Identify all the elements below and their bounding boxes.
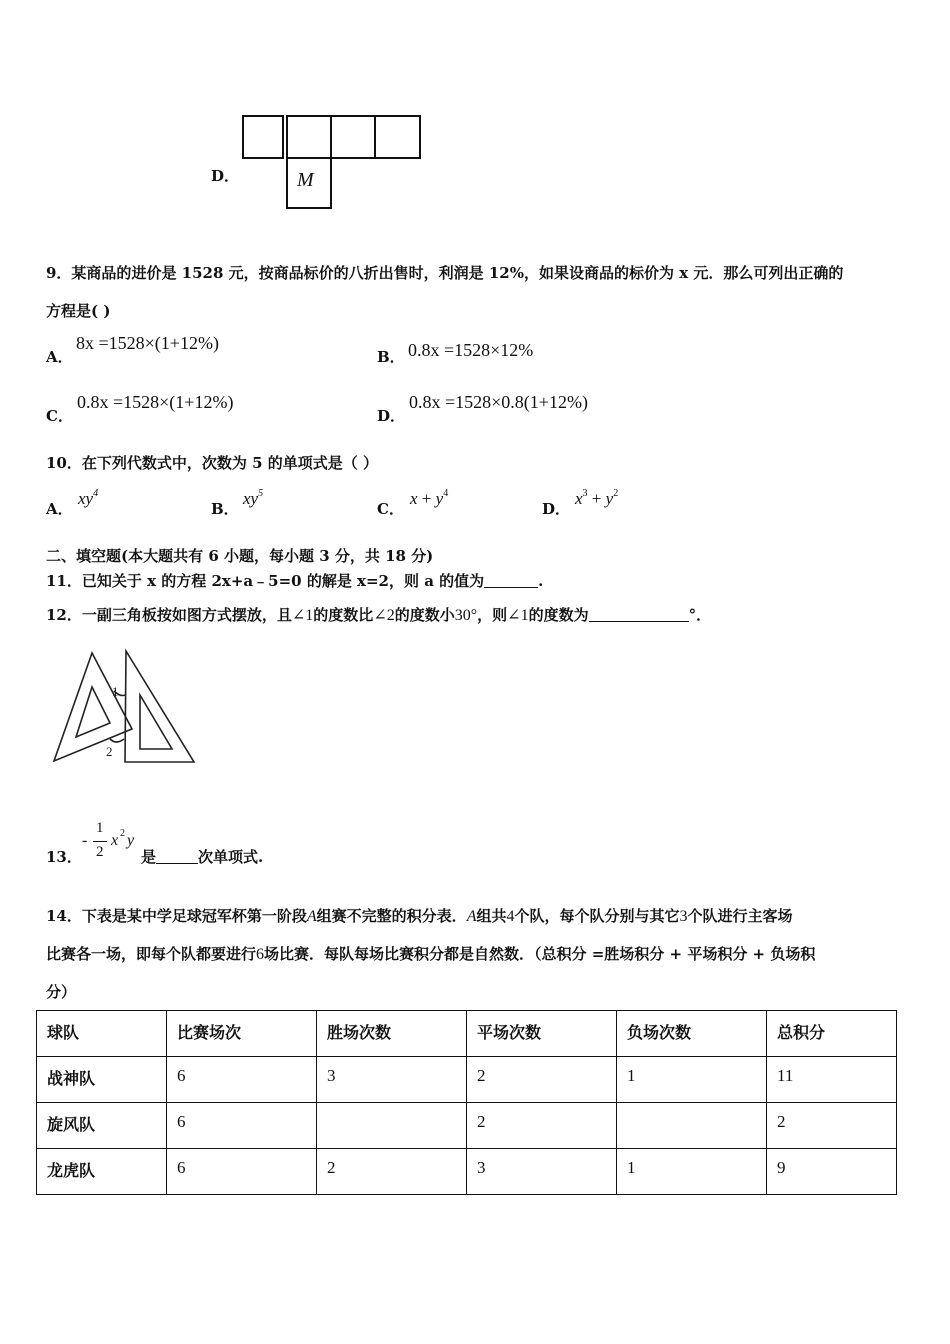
left-triangle-inner <box>76 687 110 737</box>
table-row <box>37 1057 897 1103</box>
q13-expression: - 1 2 x 2 y <box>82 820 135 860</box>
table-header-cell: 平场次数 <box>467 1011 617 1057</box>
angle-1-label: 1 <box>112 684 119 699</box>
table-cell <box>617 1103 767 1149</box>
q12-answer-blank[interactable] <box>589 607 689 622</box>
q9-option-a-expr: 8x =1528×(1+12%) <box>76 333 219 353</box>
table-header-cell: 比赛场次 <box>167 1011 317 1057</box>
q12-stem: 12．一副三角板按如图方式摆放，且∠1的度数比∠2的度数小30°，则∠1的度数为 °． <box>46 606 712 624</box>
q13-answer-blank[interactable] <box>156 849 198 864</box>
q9-option-c-label: C． <box>46 407 73 425</box>
left-triangle-outer <box>54 653 132 761</box>
cell-letter-m: M <box>297 169 314 191</box>
q10-stem: 10．在下列代数式中，次数为 5 的单项式是（ ） <box>46 454 378 472</box>
angle-2-label: 2 <box>106 744 113 759</box>
q9-option-d-expr: 0.8x =1528×0.8(1+12%) <box>409 392 588 412</box>
triangle-rulers-figure <box>48 645 203 770</box>
q9-option-b-label: B． <box>377 348 405 366</box>
right-triangle-outer <box>125 651 194 762</box>
score-table <box>36 1010 897 1195</box>
q10-option-d-label: D． <box>542 500 571 518</box>
net-diagram <box>242 115 422 211</box>
table-header-cell: 负场次数 <box>617 1011 767 1057</box>
table-cell: 6 <box>167 1103 317 1149</box>
q10-option-c-label: C． <box>377 500 404 518</box>
q8-option-d-label: D． <box>211 167 240 185</box>
q9-stem-line2: 方程是( ) <box>46 302 111 320</box>
table-cell: 2 <box>467 1103 617 1149</box>
table-cell: 3 <box>467 1149 617 1195</box>
table-cell: 2 <box>467 1057 617 1103</box>
q14-stem-line3: 分） <box>46 983 77 1001</box>
q10-option-d-expr: $x^3 + y^2$ <box>575 488 619 508</box>
net-cell-3 <box>330 115 376 159</box>
table-header-cell: 球队 <box>37 1011 167 1057</box>
table-row <box>37 1103 897 1149</box>
q9-stem-line1: 9．某商品的进价是 1528 元，按商品标价的八折出售时，利润是 12%，如果设商品的标价为 x 元．那么可列出正确的 <box>46 264 844 282</box>
q10-option-b-label: B． <box>211 500 239 518</box>
table-cell: 1 <box>617 1057 767 1103</box>
table-header-row <box>37 1011 897 1057</box>
q11-stem: 11．已知关于 x 的方程 2x+a﹣5=0 的解是 x=2，则 a 的值为 . <box>46 572 544 590</box>
table-cell <box>317 1103 467 1149</box>
table-cell: 旋风队 <box>37 1103 167 1149</box>
table-row <box>37 1149 897 1195</box>
table-cell: 3 <box>317 1057 467 1103</box>
table-cell: 1 <box>617 1149 767 1195</box>
table-header-cell: 胜场次数 <box>317 1011 467 1057</box>
q9-option-c-expr: 0.8x =1528×(1+12%) <box>77 392 234 412</box>
table-cell: 11 <box>767 1057 897 1103</box>
q10-option-a-expr: $xy^4$ <box>78 488 99 508</box>
table-cell: 2 <box>767 1103 897 1149</box>
table-cell: 战神队 <box>37 1057 167 1103</box>
section-2-title: 二、填空题(本大题共有 6 小题，每小题 3 分，共 18 分) <box>46 547 434 565</box>
net-cell-m <box>286 157 332 209</box>
q10-option-c-expr: $x + y^4$ <box>410 488 449 508</box>
table-cell: 2 <box>317 1149 467 1195</box>
net-cell-1 <box>242 115 284 159</box>
net-cell-2 <box>286 115 332 159</box>
q9-option-d-label: D． <box>377 407 406 425</box>
q14-stem-line2: 比赛各一场，即每个队都要进行6场比赛．每队每场比赛积分都是自然数．（总积分 =胜场积分 + 平场积分 + 负场积 <box>46 945 816 963</box>
q13-number: 13． <box>46 848 82 866</box>
table-header-cell: 总积分 <box>767 1011 897 1057</box>
q13-stem: 是 次单项式. <box>141 848 264 866</box>
q10-option-b-expr: $xy^5$ <box>243 488 264 508</box>
table-cell: 9 <box>767 1149 897 1195</box>
q11-answer-blank[interactable] <box>484 573 538 588</box>
q14-stem-line1: 14．下表是某中学足球冠军杯第一阶段A组赛不完整的积分表．A组共4个队，每个队分别与其它3个队进行主客场 <box>46 907 793 925</box>
table-cell: 6 <box>167 1057 317 1103</box>
angle-2-arc <box>110 739 124 742</box>
right-triangle-inner <box>140 695 172 749</box>
q9-option-a-label: A． <box>46 348 73 366</box>
q9-option-b-expr: 0.8x =1528×12% <box>408 340 534 360</box>
q10-option-a-label: A． <box>46 500 73 518</box>
net-cell-4 <box>374 115 421 159</box>
table-cell: 6 <box>167 1149 317 1195</box>
table-cell: 龙虎队 <box>37 1149 167 1195</box>
